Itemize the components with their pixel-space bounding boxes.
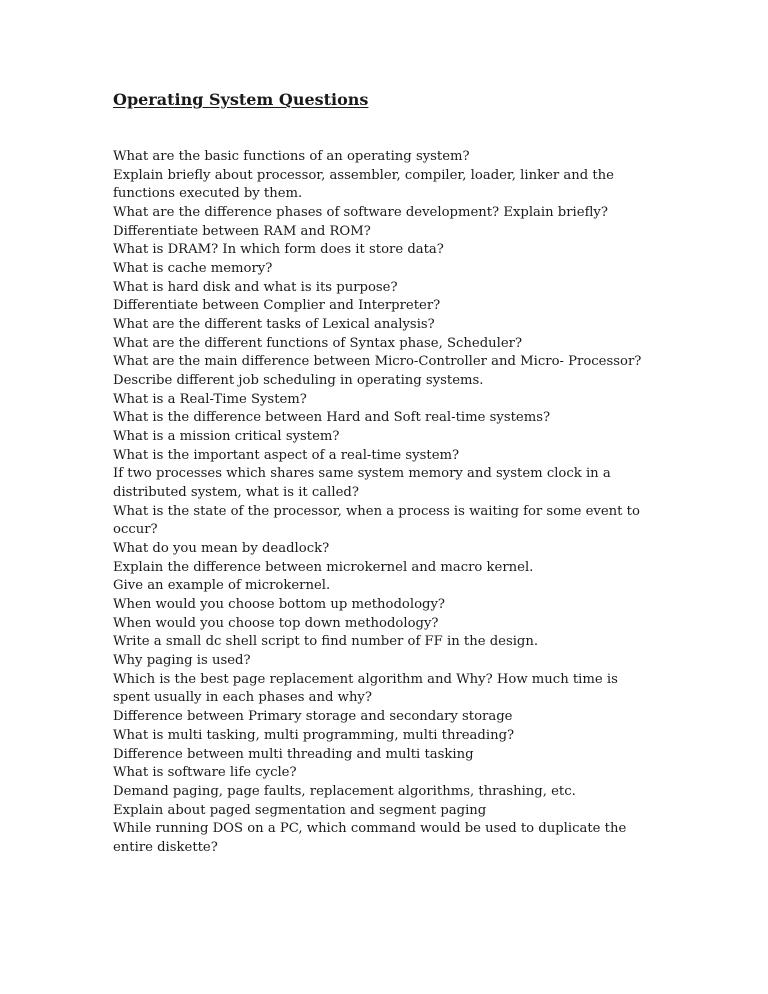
question-line: Demand paging, page faults, replacement algorithms, thrashing, etc. [113, 783, 576, 799]
question-line: spent usually in each phases and why? [113, 690, 372, 706]
question-line: distributed system, what is it called? [113, 485, 359, 501]
question-line: What are the different tasks of Lexical analysis? [113, 317, 435, 333]
question-line: Give an example of microkernel. [113, 578, 331, 594]
question-line: What are the basic functions of an operating system? [113, 149, 470, 164]
question-line: If two processes which shares same system memory and system clock in a [113, 466, 611, 482]
question-line: Why paging is used? [113, 653, 251, 669]
question-line: What is the state of the processor, when a process is waiting for some event to [113, 503, 640, 519]
question-line: Explain briefly about processor, assembler, compiler, loader, linker and the [113, 167, 614, 183]
document-title: Operating System Questions [113, 90, 369, 109]
question-line: What is cache memory? [113, 261, 273, 277]
question-line: Explain the difference between microkernel and macro kernel. [113, 559, 534, 575]
question-line: What are the difference phases of software development? Explain briefly? [113, 205, 608, 221]
question-line: Differentiate between Complier and Interpreter? [113, 298, 441, 314]
question-line: What is the difference between Hard and Soft real-time systems? [113, 410, 551, 426]
question-line: What is the important aspect of a real-time system? [113, 447, 460, 463]
question-line: Difference between multi threading and multi tasking [113, 746, 474, 762]
question-line: Describe different job scheduling in operating systems. [113, 373, 484, 389]
question-line: What is DRAM? In which form does it store data? [113, 242, 444, 258]
question-line: functions executed by them. [113, 186, 303, 202]
question-line: What is a mission critical system? [113, 429, 340, 445]
question-line: What do you mean by deadlock? [113, 541, 330, 557]
question-line: Differentiate between RAM and ROM? [113, 223, 371, 239]
question-line: What are the different functions of Syntax phase, Scheduler? [113, 335, 523, 351]
question-line: Which is the best page replacement algorithm and Why? How much time is [113, 671, 618, 687]
question-line: Difference between Primary storage and secondary storage [113, 709, 513, 725]
question-line: What are the main difference between Micro-Controller and Micro- Processor? [113, 354, 642, 370]
question-line: entire diskette? [113, 839, 218, 855]
question-line: What is multi tasking, multi programming, multi threading? [113, 727, 515, 743]
question-line: What is hard disk and what is its purpose? [113, 279, 398, 295]
question-line: Write a small dc shell script to find number of FF in the design. [113, 634, 539, 650]
question-line: While running DOS on a PC, which command would be used to duplicate the [113, 821, 627, 837]
question-line: occur? [113, 522, 158, 538]
question-line: When would you choose top down methodology? [113, 615, 439, 631]
question-line: What is a Real-Time System? [113, 391, 307, 407]
question-line: Explain about paged segmentation and segment paging [113, 802, 487, 818]
question-line: What is software life cycle? [113, 765, 297, 781]
question-line: When would you choose bottom up methodology? [113, 597, 445, 613]
question-list [113, 148, 653, 858]
